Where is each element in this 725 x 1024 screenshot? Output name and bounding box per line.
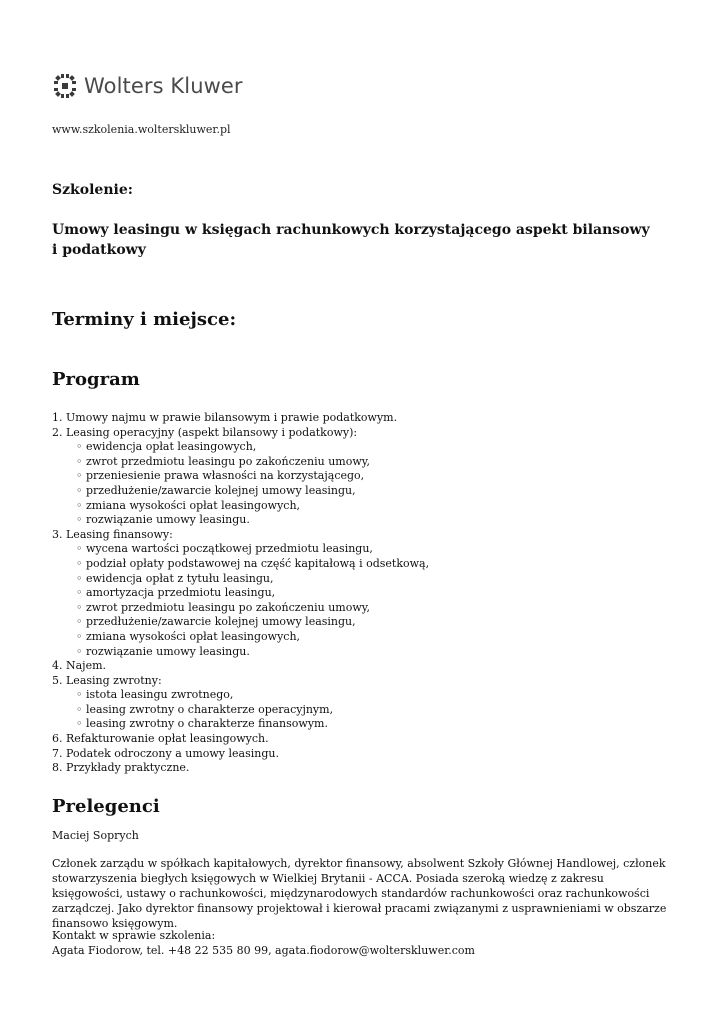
program-subitem: ◦ rozwiązanie umowy leasingu. xyxy=(76,513,429,528)
program-subitem: ◦ ewidencja opłat z tytułu leasingu, xyxy=(76,572,429,587)
program-item-text: Leasing finansowy: xyxy=(66,527,173,541)
program-item xyxy=(52,761,429,776)
speakers-heading: Prelegenci xyxy=(52,796,160,817)
contact-block xyxy=(52,928,475,958)
program-item xyxy=(52,674,429,732)
program-item xyxy=(52,528,429,659)
program-item-text: Podatek odroczony a umowy leasingu. xyxy=(66,746,279,760)
program-subitem: ◦ leasing zwrotny o charakterze operacyjnym, xyxy=(76,703,429,718)
wolters-kluwer-logo-icon xyxy=(52,72,78,100)
program-subitem: ◦ zmiana wysokości opłat leasingowych, xyxy=(76,630,429,645)
training-label: Szkolenie: xyxy=(52,182,133,198)
program-item xyxy=(52,411,429,426)
program-item-number: 3. xyxy=(52,527,63,541)
program-item xyxy=(52,659,429,674)
speaker-name: Maciej Soprych xyxy=(52,829,139,842)
program-subitem: ◦ wycena wartości początkowej przedmiotu leasingu, xyxy=(76,542,429,557)
program-item-text: Najem. xyxy=(66,659,107,673)
program-item-number: 1. xyxy=(52,411,63,424)
program-item-text: Refakturowanie opłat leasingowych. xyxy=(66,732,269,746)
contact-label: Kontakt w sprawie szkolenia: xyxy=(52,929,216,942)
contact-details[interactable]: Agata Fiodorow, tel. +48 22 535 80 99, agata.fiodorow@wolterskluwer.com xyxy=(52,944,475,957)
program-item-text: Umowy najmu w prawie bilansowym i prawie podatkowym. xyxy=(66,411,398,424)
program-subitem: ◦ podział opłaty podstawowej na część kapitałową i odsetkową, xyxy=(76,557,429,572)
program-subitem: ◦ rozwiązanie umowy leasingu. xyxy=(76,645,429,660)
program-item-number: 4. xyxy=(52,659,63,673)
program-item-number: 7. xyxy=(52,746,63,760)
speaker-bio: Członek zarządu w spółkach kapitałowych, dyrektor finansowy, absolwent Szkoły Głównej Handlowej, członek stowarzyszenia biegłych księgowych w Wielkiej Brytanii - ACCA. Posiada szeroką wiedzę z zakresu księgowości, ustawy o rachunkowości, międzynarodowych standardów rachunkowości oraz rachunkowości zarządczej. Jako dyrektor finansowy projektował i kierował pracami związanymi z usprawnieniami w obszarze finansowo księgowym. xyxy=(52,857,667,930)
website-url[interactable]: www.szkolenia.wolterskluwer.pl xyxy=(52,123,231,136)
program-subitem: ◦ przeniesienie prawa własności na korzystającego, xyxy=(76,469,429,484)
program-subitem: ◦ przedłużenie/zawarcie kolejnej umowy leasingu, xyxy=(76,615,429,630)
program-item-text: Leasing operacyjny (aspekt bilansowy i podatkowy): xyxy=(66,425,358,439)
program-item-number: 5. xyxy=(52,673,63,687)
program-subitem: ◦ zwrot przedmiotu leasingu po zakończeniu umowy, xyxy=(76,455,429,470)
program-subitem: ◦ leasing zwrotny o charakterze finansowym. xyxy=(76,717,429,732)
program-item xyxy=(52,747,429,762)
program-list xyxy=(52,411,429,776)
program-sublist xyxy=(66,542,429,659)
program-item-number: 8. xyxy=(52,761,63,775)
program-subitem: ◦ przedłużenie/zawarcie kolejnej umowy leasingu, xyxy=(76,484,429,499)
program-subitem: ◦ istota leasingu zwrotnego, xyxy=(76,688,429,703)
program-subitem: ◦ zmiana wysokości opłat leasingowych, xyxy=(76,499,429,514)
program-subitem: ◦ ewidencja opłat leasingowych, xyxy=(76,440,429,455)
program-sublist xyxy=(66,688,429,732)
program-item-number: 6. xyxy=(52,732,63,746)
program-subitem: ◦ zwrot przedmiotu leasingu po zakończeniu umowy, xyxy=(76,601,429,616)
program-heading: Program xyxy=(52,369,140,390)
program-item-text: Przykłady praktyczne. xyxy=(66,761,190,775)
program-subitem: ◦ amortyzacja przedmiotu leasingu, xyxy=(76,586,429,601)
program-item-number: 2. xyxy=(52,425,63,439)
terms-heading: Terminy i miejsce: xyxy=(52,309,237,330)
program-item-text: Leasing zwrotny: xyxy=(66,673,162,687)
brand-name: Wolters Kluwer xyxy=(84,74,243,98)
program-item xyxy=(52,732,429,747)
training-title: Umowy leasingu w księgach rachunkowych korzystającego aspekt bilansowy i podatkowy xyxy=(52,222,650,258)
program-item xyxy=(52,426,429,528)
wolters-kluwer-logo xyxy=(52,72,243,100)
program-sublist xyxy=(66,440,429,528)
